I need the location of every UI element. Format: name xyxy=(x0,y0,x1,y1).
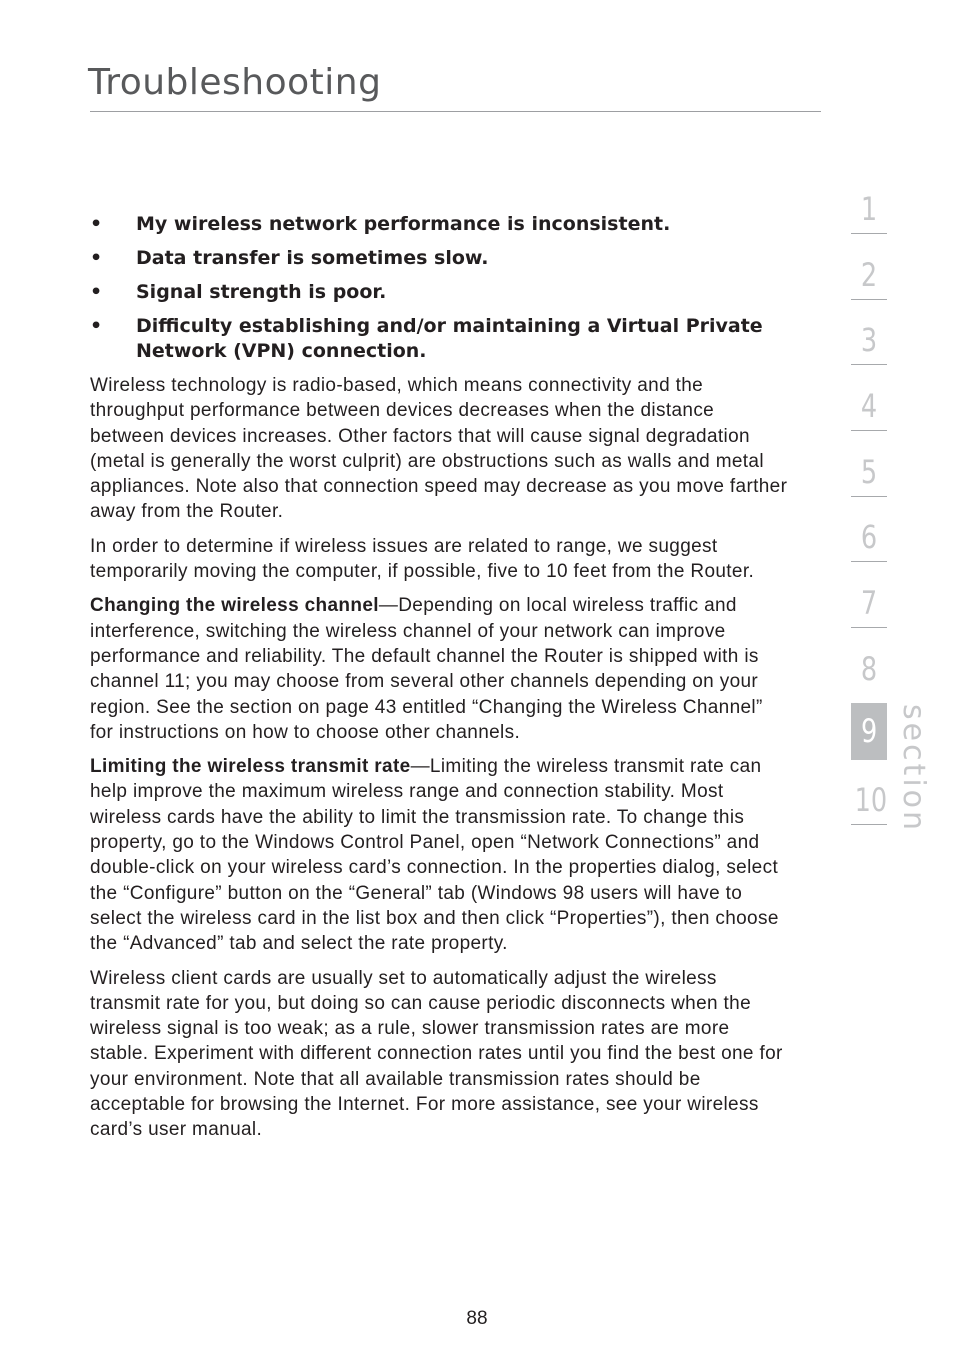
paragraph-heading: Limiting the wireless transmit rate xyxy=(90,756,411,778)
section-number: 7 xyxy=(860,584,878,623)
section-item-5[interactable] xyxy=(851,449,887,515)
section-item-6[interactable] xyxy=(851,514,887,580)
paragraph-body: —Depending on local wireless traffic and interference, switching the wireless channel of your network can improve performance and reliability. The default channel the Router is shipped with is channel 11; you may choose from several other channels depending on your region. See the section on page 43 entitled “Changing the Wireless Channel” for instructions on how to choose other channels. xyxy=(90,595,763,743)
paragraph-wireless-channel xyxy=(90,593,790,745)
paragraph-body: —Limiting the wireless transmit rate can help improve the maximum wireless range and connection stability. Most wireless cards have the ability to limit the transmission rate. To change this property, go to the Windows Control Panel, open “Network Connections” and double-click on your wireless card’s connection. In the properties dialog, select the “Configure” button on the “General” tab (Windows 98 users will have to select the wireless card in the list box and then click “Properties”), then choose the “Advanced” tab and select the rate property. xyxy=(90,756,779,955)
section-number: 5 xyxy=(860,452,878,491)
symptom-list xyxy=(90,212,790,364)
section-number: 6 xyxy=(860,518,878,557)
list-item: • Difficulty establishing and/or maintaining a Virtual Private Network (VPN) connection. xyxy=(90,314,790,364)
page-title: Troubleshooting xyxy=(88,62,382,103)
list-item: • Data transfer is sometimes slow. xyxy=(90,246,790,271)
section-divider xyxy=(851,233,887,234)
paragraph-range: Wireless technology is radio-based, which means connectivity and the throughput performance between devices decreases when the distance between devices increases. Other factors that will cause signal degradation (metal is generally the worst culprit) are obstructions such as walls and metal appliances. Note also that connection speed may decrease as you move farther away from the Router. xyxy=(90,375,788,523)
section-item-1[interactable] xyxy=(851,186,887,252)
section-item-8[interactable] xyxy=(851,646,887,712)
paragraph-transmit-rate xyxy=(90,754,790,956)
section-divider xyxy=(851,364,887,365)
section-divider xyxy=(851,430,887,431)
section-divider xyxy=(851,627,887,628)
page-number: 88 xyxy=(466,1308,488,1329)
section-number: 8 xyxy=(860,649,878,688)
list-item: • Signal strength is poor. xyxy=(90,280,790,305)
section-divider xyxy=(851,496,887,497)
main-content xyxy=(90,212,790,1152)
section-item-2[interactable] xyxy=(851,252,887,318)
section-number: 3 xyxy=(860,321,878,360)
section-item-10[interactable] xyxy=(851,777,887,843)
section-item-4[interactable] xyxy=(851,383,887,449)
section-item-3[interactable] xyxy=(851,317,887,383)
section-divider xyxy=(851,824,887,825)
section-number: 4 xyxy=(860,387,878,426)
section-item-7[interactable] xyxy=(851,580,887,646)
list-item: • My wireless network performance is inconsistent. xyxy=(90,212,790,237)
section-number: 2 xyxy=(860,255,878,294)
section-item-9-active[interactable] xyxy=(851,703,887,760)
title-divider xyxy=(90,111,821,112)
paragraph-client-cards: Wireless client cards are usually set to automatically adjust the wireless transmit rate for you, but doing so can cause periodic disconnects when the wireless signal is too weak; as a rule, slower transmission rates are more stable. Experiment with different connection rates until you find the best one for your environment. Note that all available transmission rates should be acceptable for browsing the Internet. For more assistance, see your wireless card’s user manual. xyxy=(90,967,783,1141)
paragraph-heading: Changing the wireless channel xyxy=(90,595,379,617)
paragraph-move-computer: In order to determine if wireless issues are related to range, we suggest temporarily moving the computer, if possible, five to 10 feet from the Router. xyxy=(90,535,755,583)
section-number: 9 xyxy=(860,712,878,750)
section-divider xyxy=(851,561,887,562)
section-label: section xyxy=(896,704,931,834)
section-number: 10 xyxy=(854,781,888,820)
section-number: 1 xyxy=(860,190,878,228)
section-divider xyxy=(851,299,887,300)
